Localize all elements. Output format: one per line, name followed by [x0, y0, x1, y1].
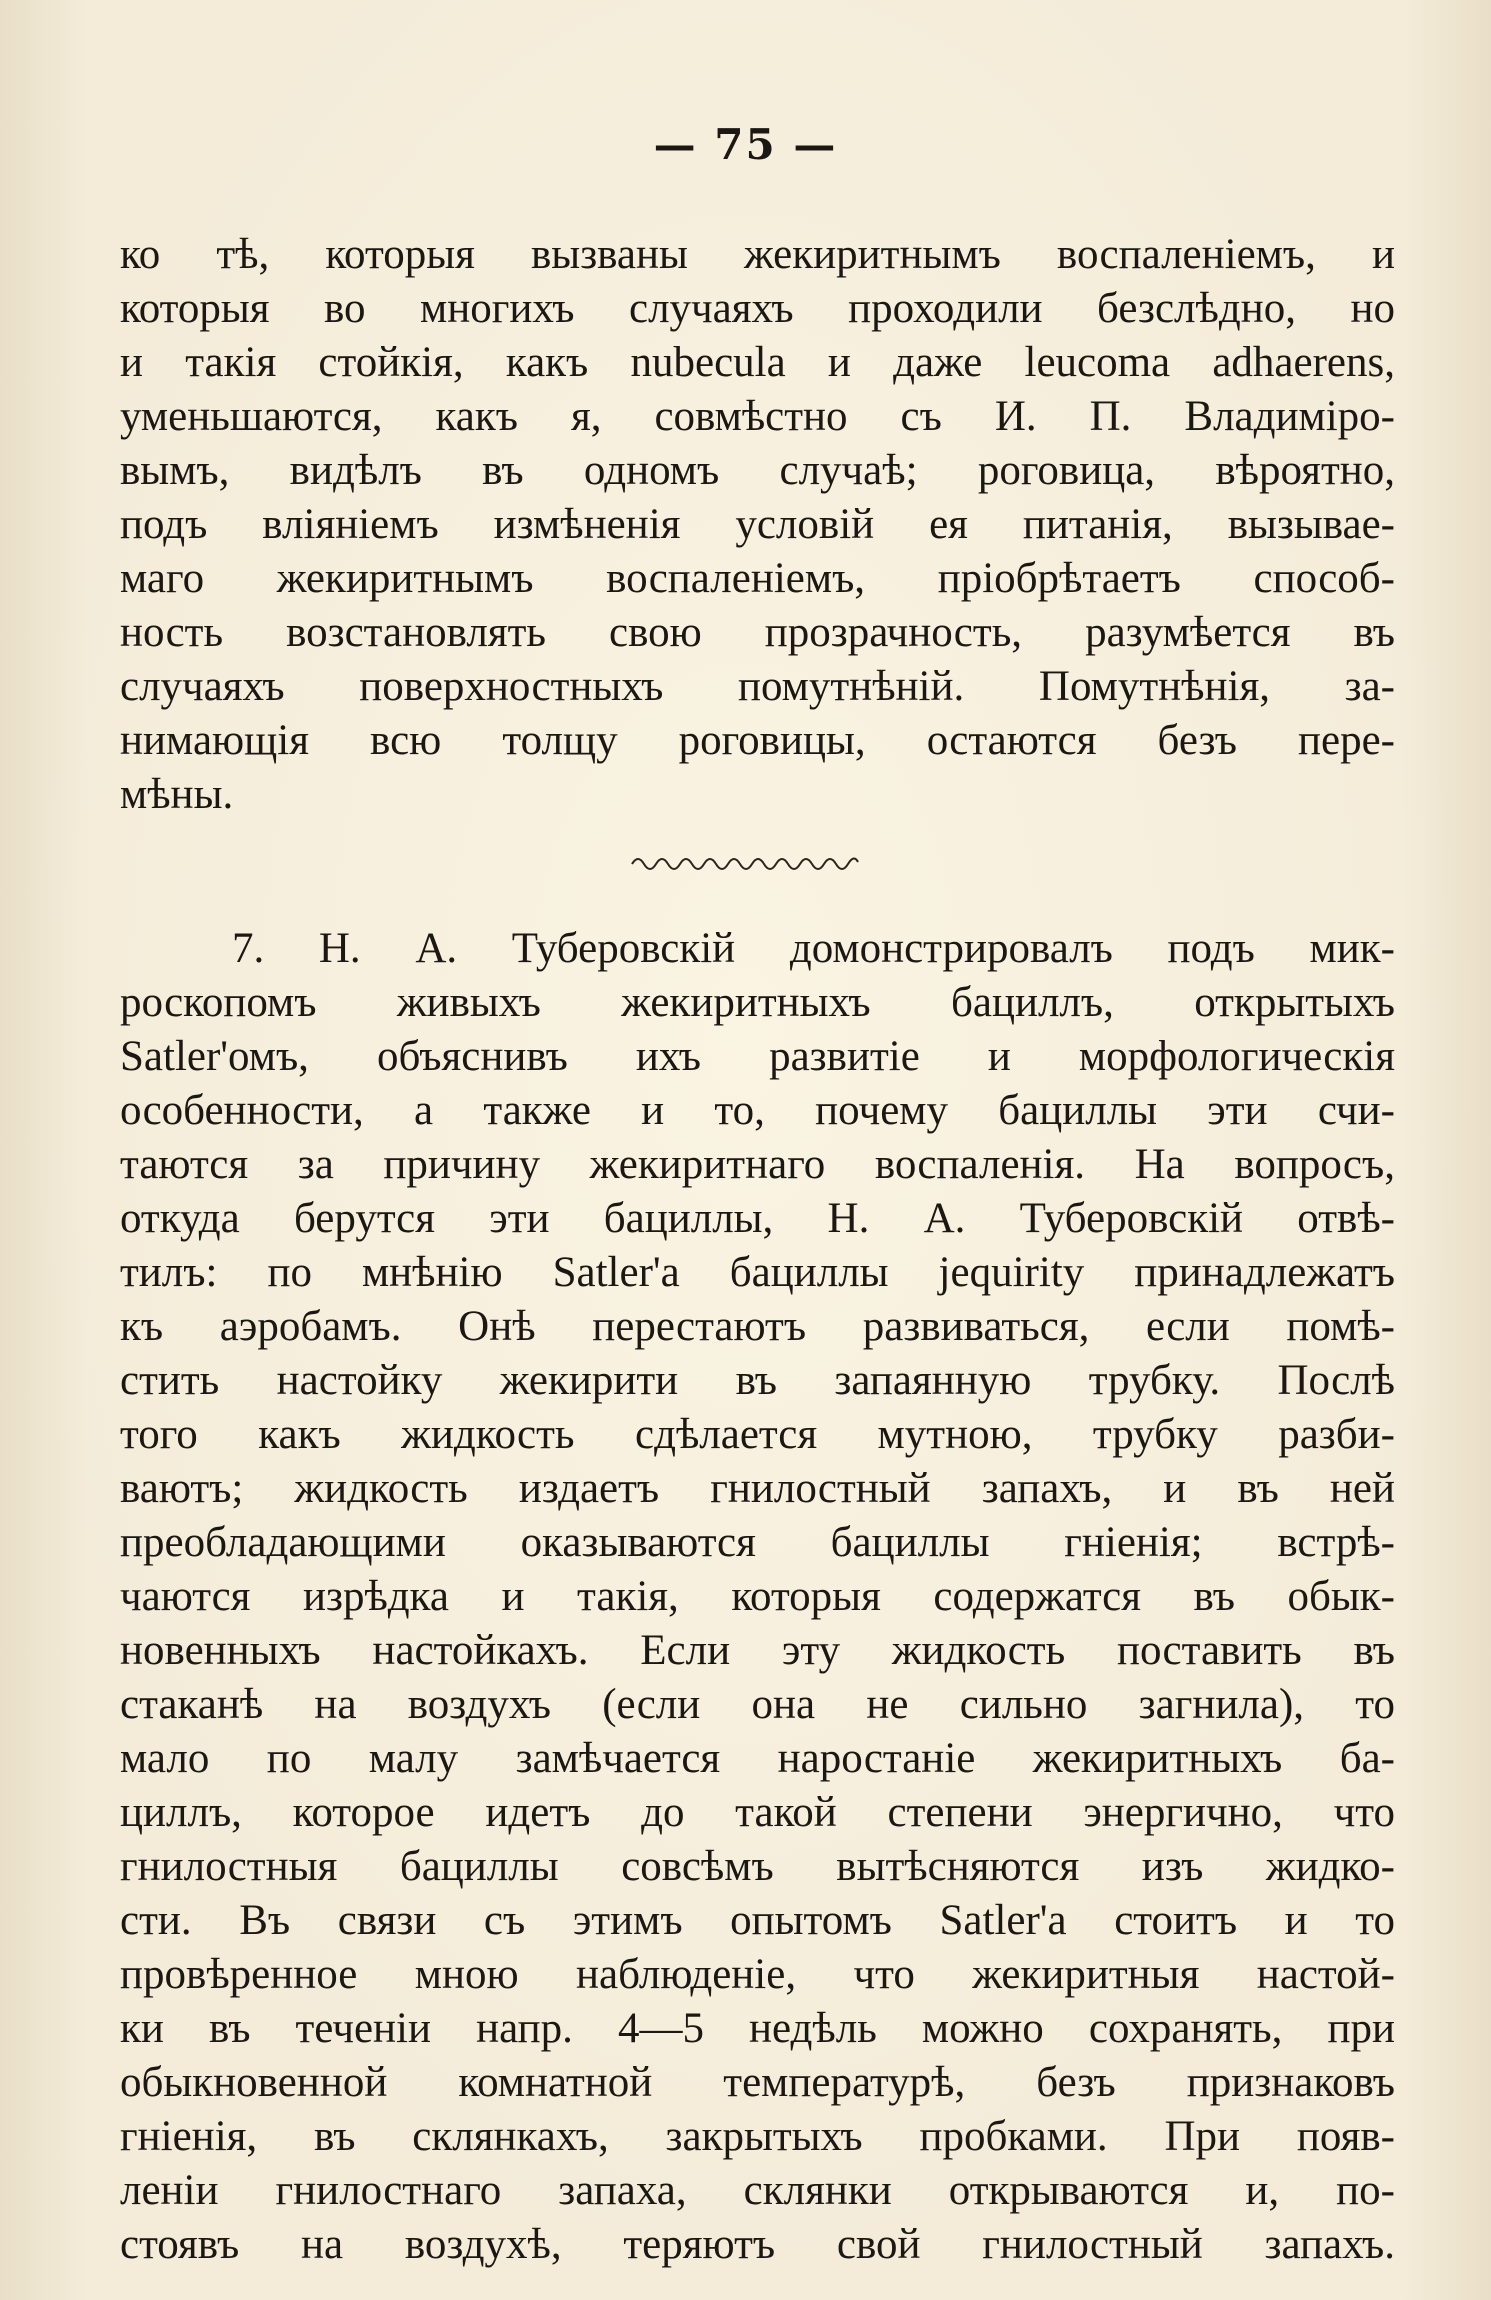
wavy-divider	[630, 852, 860, 870]
text-line: новенныхъ настойкахъ. Если эту жидкость поставить въ	[120, 1627, 1395, 1674]
text-line: мѣны.	[120, 771, 234, 818]
text-line: вымъ, видѣлъ въ одномъ случаѣ; роговица, вѣроятно,	[120, 447, 1395, 494]
text-line: 7. Н. А. Туберовскій домонстрировалъ подъ мик-	[232, 925, 1395, 972]
text-line: гнилостныя бациллы совсѣмъ вытѣсняются изъ жидко-	[120, 1843, 1395, 1890]
paragraph-1	[120, 228, 1395, 822]
text-line: тилъ: по мнѣнію Satler'а бациллы jequirity принадлежатъ	[120, 1249, 1395, 1296]
text-line: сти. Въ связи съ этимъ опытомъ Satler'а стоитъ и то	[120, 1897, 1395, 1944]
text-line: того какъ жидкость сдѣлается мутною, трубку разби-	[120, 1411, 1395, 1458]
text-line: ваютъ; жидкость издаетъ гнилостный запахъ, и въ ней	[120, 1465, 1395, 1512]
text-line: стаканѣ на воздухъ (если она не сильно загнила), то	[120, 1681, 1395, 1728]
text-line: и такія стойкія, какъ nubecula и даже leucoma adhaerens,	[120, 339, 1395, 386]
page-number: — 75 —	[653, 120, 838, 169]
text-line: случаяхъ поверхностныхъ помутнѣній. Помутнѣнія, за-	[120, 663, 1395, 710]
text-line: подъ вліяніемъ измѣненія условій ея питанія, вызывае-	[120, 501, 1395, 548]
text-line: уменьшаются, какъ я, совмѣстно съ И. П. Владиміро-	[120, 393, 1395, 440]
text-line: чаются изрѣдка и такія, которыя содержатся въ обык-	[120, 1573, 1395, 1620]
text-line: стить настойку жекирити въ запаянную трубку. Послѣ	[120, 1357, 1395, 1404]
text-line: обыкновенной комнатной температурѣ, безъ признаковъ	[120, 2059, 1395, 2106]
text-line: таются за причину жекиритнаго воспаленія. На вопросъ,	[120, 1141, 1395, 1188]
text-line: особенности, а также и то, почему бациллы эти счи-	[120, 1087, 1395, 1134]
text-line: ность возстановлять свою прозрачность, разумѣется въ	[120, 609, 1395, 656]
text-line: Satler'омъ, объяснивъ ихъ развитіе и морфологическія	[120, 1033, 1395, 1080]
text-line: маго жекиритнымъ воспаленіемъ, пріобрѣтаетъ способ-	[120, 555, 1395, 602]
text-line: провѣренное мною наблюденіе, что жекиритныя настой-	[120, 1951, 1395, 1998]
text-line: мало по малу замѣчается наростаніе жекиритныхъ ба-	[120, 1735, 1395, 1782]
text-line: которыя во многихъ случаяхъ проходили безслѣдно, но	[120, 285, 1395, 332]
paragraph-2	[120, 922, 1395, 2272]
text-line: нимающія всю толщу роговицы, остаются безъ пере-	[120, 717, 1395, 764]
text-line: леніи гнилостнаго запаха, склянки открываются и, по-	[120, 2167, 1395, 2214]
text-line: откуда берутся эти бациллы, Н. А. Туберовскій отвѣ-	[120, 1195, 1395, 1242]
text-line: роскопомъ живыхъ жекиритныхъ бациллъ, открытыхъ	[120, 979, 1395, 1026]
text-line: къ аэробамъ. Онѣ перестаютъ развиваться, если помѣ-	[120, 1303, 1395, 1350]
text-line: циллъ, которое идетъ до такой степени энергично, что	[120, 1789, 1395, 1836]
text-line: ко тѣ, которыя вызваны жекиритнымъ воспаленіемъ, и	[120, 231, 1395, 278]
text-line: стоявъ на воздухѣ, теряютъ свой гнилостный запахъ.	[120, 2221, 1395, 2268]
text-line: преобладающими оказываются бациллы гніенія; встрѣ-	[120, 1519, 1395, 1566]
text-line: ки въ теченіи напр. 4—5 недѣль можно сохранять, при	[120, 2005, 1395, 2052]
text-line: гніенія, въ склянкахъ, закрытыхъ пробками. При появ-	[120, 2113, 1395, 2160]
